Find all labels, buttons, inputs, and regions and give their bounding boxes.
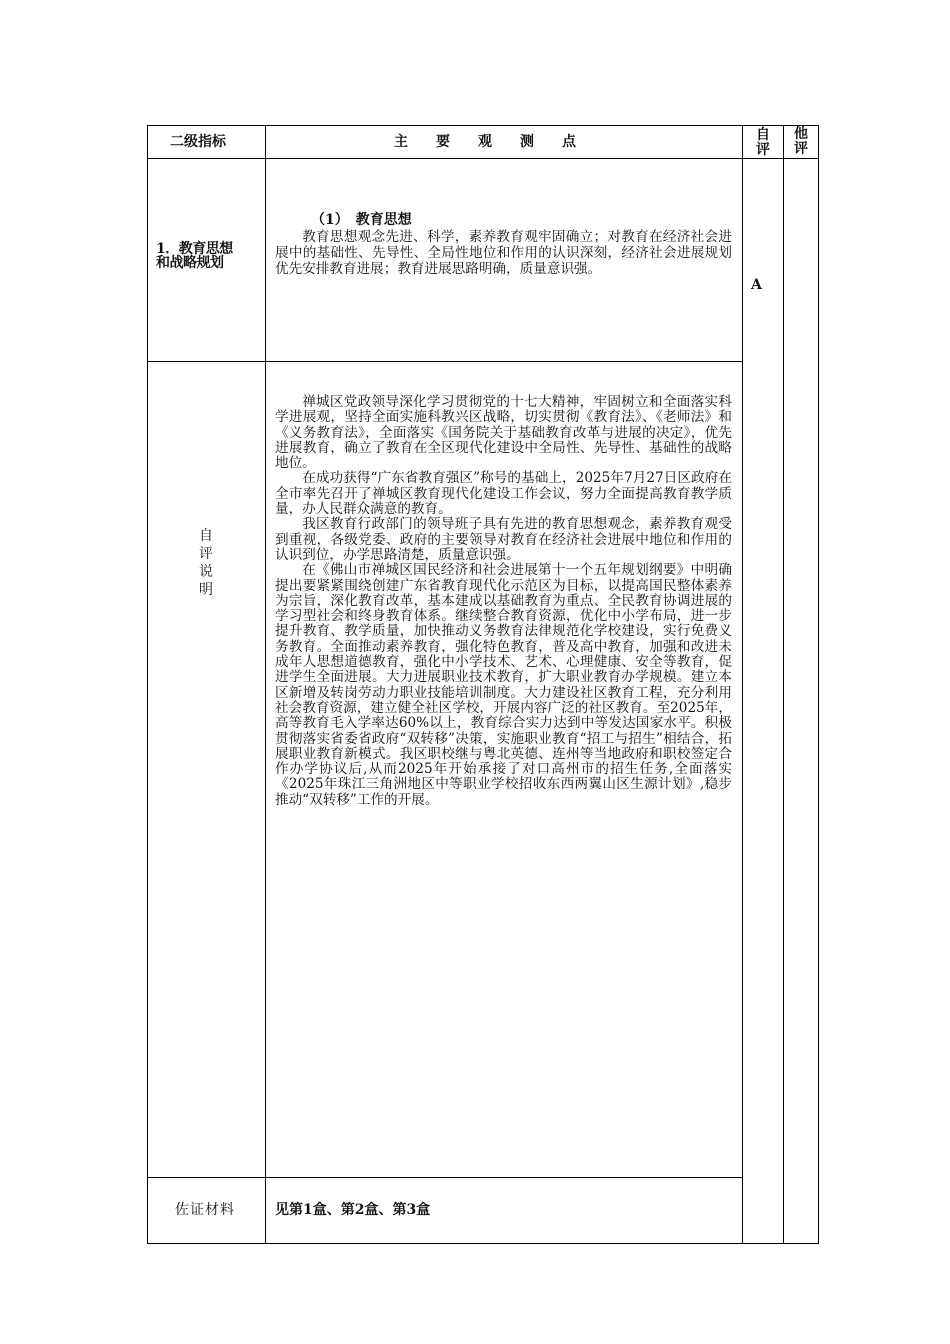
table-bottom-border: [147, 1243, 819, 1244]
header-other-eval-2: 评: [794, 141, 808, 157]
row2-paragraph-3: 我区教育行政部门的领导班子具有先进的教育思想观念，素养教育观受到重视，各级党委、政府的主要领导对教育在经济社会进展中地位和作用的认识到位，办学思路清楚，质量意识强。: [275, 516, 732, 563]
row1-indicator-line2: 和战略规划: [156, 255, 224, 271]
row2-bottom-border: [147, 1177, 743, 1178]
col-divider-indicator: [265, 125, 266, 1244]
row2-self-eval-text: [275, 395, 732, 808]
row2-label: [196, 527, 216, 599]
row2-paragraph-1: 禅城区党政领导深化学习贯彻党的十七大精神，牢固树立和全面落实科学进展观，坚持全面实施科教兴区战略，切实贯彻《教育法》、《老师法》和《义务教育法》，全面落实《国务院关于基础教育改革与进展的决定》，优先进展教育，确立了教育在全区现代化建设中全局性、先导性、基础性的战略地位。: [275, 394, 732, 472]
row2-paragraph-2: 在成功获得“广东省教育强区”称号的基础上，2025年7月27日区政府在全市率先召开了禅城区教育现代化建设工作会议，努力全面提高教育教学质量，办人民群众满意的教育。: [275, 470, 732, 518]
header-observation-points: 主 要 观 测 点: [394, 134, 576, 150]
row3-label: 佐证材料: [175, 1202, 235, 1218]
row1-indicator-line1: 1．教育思想: [156, 241, 233, 257]
header-indicator: 二级指标: [170, 134, 226, 150]
row2-label-char-1: 自: [199, 528, 213, 544]
header-self-eval-2: 评: [756, 142, 770, 158]
row1-description: [275, 229, 732, 277]
col-divider-other: [783, 125, 784, 1244]
table-right-border: [818, 125, 819, 1244]
row1-self-grade: A: [751, 277, 762, 293]
row2-label-char-3: 说: [199, 564, 213, 580]
row1-description-text: 教育思想观念先进、科学，素养教育观牢固确立；对教育在经济社会进展中的基础性、先导性、全局性地位和作用的认识深刻，经济社会进展规划优先安排教育进展；教育进展思路明确，质量意识强。: [275, 229, 732, 277]
table-top-border: [147, 125, 819, 126]
row2-paragraph-4: 在《佛山市禅城区国民经济和社会进展第十一个五年规划纲要》中明确提出要紧紧围绕创建广东省教育现代化示范区为目标，以提高国民整体素养为宗旨，深化教育改革，基本建成以基础教育为重点、全民教育协调进展的学习型社会和终身教育体系。继续整合教育资源，优化中小学布局，进一步提升教育、教学质量，加快推动义务教育法律规范化学校建设，实行免费义务教育。全面推动素养教育，强化特色教育，普及高中教育，加强和改进未成年人思想道德教育，强化中小学技术、艺术、心理健康、安全等教育，促进学生全面进展。大力进展职业技术教育，扩大职业教育办学规模。建立本区新增及转岗劳动力职业技能培训制度。大力建设社区教育工程，充分利用社会教育资源，建立健全社区学校，开展内容广泛的社区教育。至2025年，高等教育毛入学率达60%以上，教育综合实力达到中等发达国家水平。积极贯彻落实省委省政府“双转移”决策，实施职业教育“招工与招生”相结合，拓展职业教育新模式。我区职校继与粤北英德、连州等当地政府和职校签定合作办学协议后,从而2025年开始承接了对口高州市的招生任务,全面落实《2025年珠江三角洲地区中等职业学校招收东西两翼山区生源计划》,稳步推动“双转移”工作的开展。: [275, 562, 732, 808]
row2-label-char-4: 明: [199, 582, 213, 598]
header-self-eval-1: 自: [756, 127, 770, 143]
header-other-eval-1: 他: [794, 126, 808, 142]
row3-evidence: 见第1盒、第2盒、第3盒: [275, 1202, 431, 1218]
col-divider-self: [742, 125, 743, 1244]
row1-bottom-border: [147, 361, 743, 362]
row2-label-char-2: 评: [199, 546, 213, 562]
table-left-border: [147, 125, 148, 1244]
row1-subtitle: （1） 教育思想: [311, 212, 412, 228]
header-bottom-border: [147, 158, 819, 159]
